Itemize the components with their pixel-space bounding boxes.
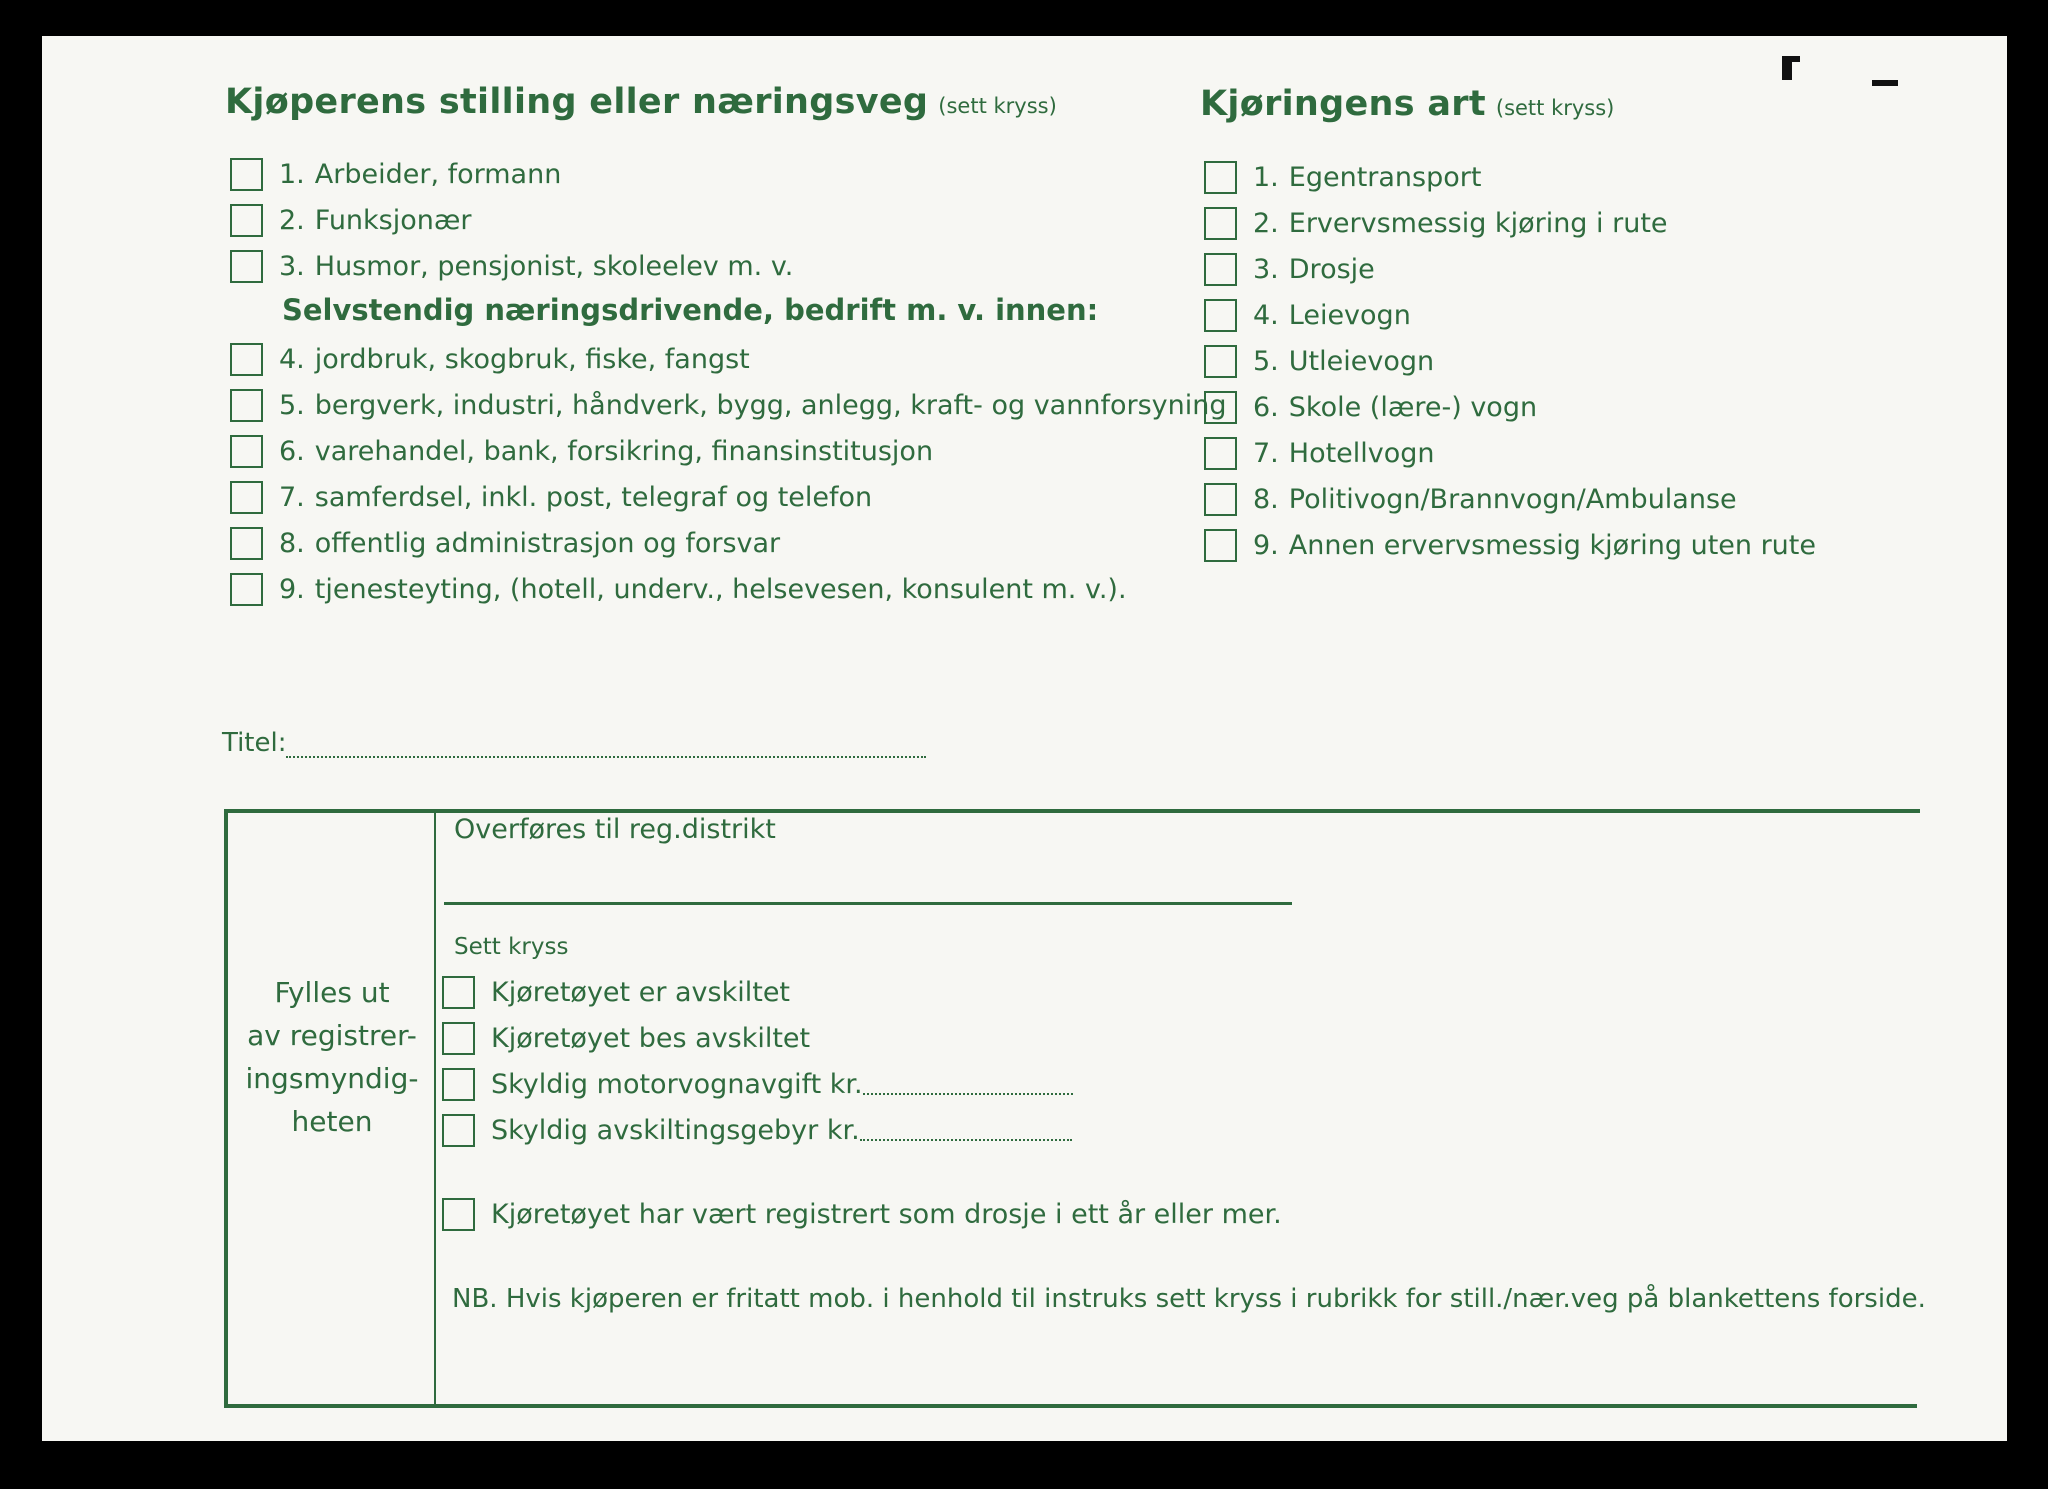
- checkbox[interactable]: [442, 976, 475, 1009]
- option-number: 1.: [1253, 161, 1279, 193]
- checkbox[interactable]: [1204, 207, 1237, 240]
- driving-option-4[interactable]: [1204, 296, 1411, 334]
- option-number: 6.: [279, 435, 305, 467]
- side-label-line: Fylles ut: [274, 976, 390, 1009]
- checkbox[interactable]: [1204, 161, 1237, 194]
- scan-mark: [1872, 80, 1898, 86]
- occupation-option-5[interactable]: [230, 386, 1226, 424]
- checkbox[interactable]: [1204, 529, 1237, 562]
- box-divider: [434, 811, 436, 1406]
- box-top-border: [227, 809, 1920, 813]
- nb-note: NB. Hvis kjøperen er fritatt mob. i henhold til instruks sett kryss i rubrikk for still./nær.veg på blankettens forside.: [452, 1284, 1926, 1314]
- transfer-label: Overføres til reg.distrikt: [454, 814, 776, 845]
- check-label: Kjøretøyet har vært registrert som drosje i ett år eller mer.: [491, 1198, 1282, 1230]
- checkbox[interactable]: [442, 1022, 475, 1055]
- option-number: 7.: [279, 481, 305, 513]
- checkbox[interactable]: [230, 389, 263, 422]
- option-label: Egentransport: [1288, 161, 1482, 193]
- checkbox[interactable]: [1204, 253, 1237, 286]
- option-number: 4.: [1253, 299, 1279, 331]
- checkbox[interactable]: [230, 250, 263, 283]
- option-number: 1.: [279, 158, 305, 190]
- option-number: 6.: [1253, 391, 1279, 423]
- option-number: 8.: [279, 527, 305, 559]
- check-label: Kjøretøyet er avskiltet: [491, 976, 791, 1008]
- driving-type-note: (sett kryss): [1495, 96, 1615, 120]
- checkbox[interactable]: [230, 481, 263, 514]
- driving-option-7[interactable]: [1204, 434, 1435, 472]
- option-label: Husmor, pensjonist, skoleelev m. v.: [314, 250, 794, 282]
- registry-check-4[interactable]: [442, 1111, 1072, 1149]
- occupation-option-2[interactable]: [230, 201, 472, 239]
- checkbox[interactable]: [230, 573, 263, 606]
- option-label: Politivogn/Brannvogn/Ambulanse: [1288, 483, 1737, 515]
- driving-option-9[interactable]: [1204, 526, 1816, 564]
- driving-option-6[interactable]: [1204, 388, 1537, 426]
- form-sheet: [42, 36, 2007, 1441]
- option-number: 2.: [279, 204, 305, 236]
- occupation-option-4[interactable]: [230, 340, 750, 378]
- checkbox[interactable]: [230, 527, 263, 560]
- box-bottom-border: [224, 1404, 1917, 1408]
- option-label: Drosje: [1288, 253, 1375, 285]
- checkbox[interactable]: [1204, 345, 1237, 378]
- buyer-occupation-heading: [225, 82, 1057, 122]
- checkbox[interactable]: [1204, 299, 1237, 332]
- occupation-option-9[interactable]: [230, 570, 1127, 608]
- driving-option-1[interactable]: [1204, 158, 1481, 196]
- checkbox[interactable]: [442, 1198, 475, 1231]
- option-number: 9.: [279, 573, 305, 605]
- option-label: tjenesteyting, (hotell, underv., helsevesen, konsulent m. v.).: [314, 573, 1127, 605]
- option-label: Arbeider, formann: [314, 158, 562, 190]
- registry-check-1[interactable]: [442, 973, 790, 1011]
- driving-option-3[interactable]: [1204, 250, 1375, 288]
- option-number: 8.: [1253, 483, 1279, 515]
- registry-check-3[interactable]: [442, 1065, 1073, 1103]
- transfer-input-line[interactable]: [444, 902, 1292, 905]
- option-label: Utleievogn: [1288, 345, 1435, 377]
- title-label: Titel:: [222, 728, 287, 758]
- buyer-occupation-note: (sett kryss): [938, 94, 1057, 118]
- taxi-registration-check[interactable]: [442, 1195, 1282, 1233]
- option-number: 3.: [1253, 253, 1279, 285]
- driving-type-heading: [1200, 84, 1614, 124]
- check-label: Kjøretøyet bes avskiltet: [491, 1022, 811, 1054]
- option-label: Hotellvogn: [1288, 437, 1435, 469]
- occupation-option-6[interactable]: [230, 432, 933, 470]
- side-label-line: ingsmyndig-: [245, 1062, 419, 1095]
- registry-side-label: [230, 971, 434, 1143]
- option-number: 4.: [279, 343, 305, 375]
- sett-kryss-label: Sett kryss: [454, 934, 569, 960]
- option-label: Ervervsmessig kjøring i rute: [1288, 207, 1668, 239]
- option-label: Skole (lære-) vogn: [1288, 391, 1538, 423]
- checkbox[interactable]: [442, 1068, 475, 1101]
- title-field[interactable]: [222, 728, 926, 758]
- option-label: jordbruk, skogbruk, fiske, fangst: [314, 343, 750, 375]
- occupation-option-8[interactable]: [230, 524, 780, 562]
- registry-check-2[interactable]: [442, 1019, 810, 1057]
- checkbox[interactable]: [442, 1114, 475, 1147]
- option-number: 5.: [279, 389, 305, 421]
- box-left-border: [224, 809, 228, 1407]
- option-label: Leievogn: [1288, 299, 1411, 331]
- option-label: offentlig administrasjon og forsvar: [314, 527, 781, 559]
- option-label: samferdsel, inkl. post, telegraf og telefon: [314, 481, 873, 513]
- option-label: varehandel, bank, forsikring, finansinstitusjon: [314, 435, 934, 467]
- side-label-line: heten: [291, 1105, 373, 1138]
- checkbox[interactable]: [230, 204, 263, 237]
- option-number: 3.: [279, 250, 305, 282]
- buyer-occupation-title: Kjøperens stilling eller næringsveg: [225, 82, 929, 122]
- option-number: 2.: [1253, 207, 1279, 239]
- amount-input-line[interactable]: [860, 1121, 1072, 1141]
- driving-option-2[interactable]: [1204, 204, 1668, 242]
- option-number: 5.: [1253, 345, 1279, 377]
- checkbox[interactable]: [1204, 437, 1237, 470]
- occupation-option-1[interactable]: [230, 155, 561, 193]
- title-input-line[interactable]: [286, 732, 926, 758]
- driving-option-5[interactable]: [1204, 342, 1434, 380]
- option-number: 9.: [1253, 529, 1279, 561]
- occupation-option-3[interactable]: [230, 247, 793, 285]
- side-label-line: av registrer-: [247, 1019, 417, 1052]
- check-label: Skyldig motorvognavgift kr.: [491, 1068, 863, 1100]
- option-label: Funksjonær: [314, 204, 472, 236]
- occupation-option-7[interactable]: [230, 478, 872, 516]
- check-label: Skyldig avskiltingsgebyr kr.: [491, 1114, 860, 1146]
- checkbox[interactable]: [1204, 391, 1237, 424]
- scan-mark: [1790, 56, 1800, 62]
- self-employed-subheading: Selvstendig næringsdrivende, bedrift m. v. innen:: [282, 293, 1099, 327]
- driving-option-8[interactable]: [1204, 480, 1737, 518]
- checkbox[interactable]: [230, 343, 263, 376]
- checkbox[interactable]: [230, 158, 263, 191]
- amount-input-line[interactable]: [863, 1075, 1073, 1095]
- option-label: Annen ervervsmessig kjøring uten rute: [1288, 529, 1816, 561]
- driving-type-title: Kjøringens art: [1200, 84, 1486, 124]
- checkbox[interactable]: [230, 435, 263, 468]
- checkbox[interactable]: [1204, 483, 1237, 516]
- option-number: 7.: [1253, 437, 1279, 469]
- option-label: bergverk, industri, håndverk, bygg, anlegg, kraft- og vannforsyning: [314, 389, 1227, 421]
